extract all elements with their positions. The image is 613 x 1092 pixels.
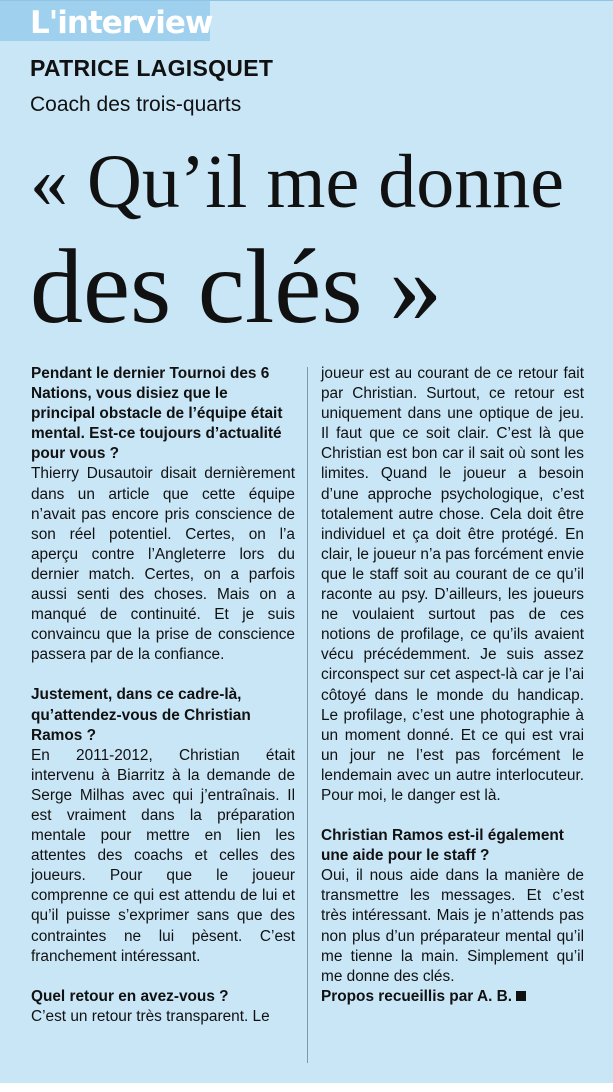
article-column-left bbox=[31, 364, 295, 1027]
signature: Propos recueillis par A. B. bbox=[321, 987, 513, 1005]
section-tab bbox=[0, 1, 213, 41]
interviewee-name: PATRICE LAGISQUET bbox=[30, 55, 274, 81]
interviewee-role: Coach des trois-quarts bbox=[30, 93, 242, 116]
answer-3-start: C’est un retour très transparent. Le bbox=[31, 1007, 270, 1025]
signature-line bbox=[321, 987, 584, 1007]
question-1: Pendant le dernier Tournoi des 6 Nations, vous disiez que le principal obstacle de l’équipe était mental. Est-ce toujours d’actualité pour vous ? bbox=[31, 365, 283, 463]
column-divider bbox=[307, 367, 308, 1063]
headline-quote-line-2: des clés » bbox=[30, 228, 443, 345]
answer-3-end: joueur est au courant de ce retour fait par Christian. Surtout, ce retour est uniquement dans une optique de jeu. Il faut que ce soit clair. C’est là que Christian est bon car il sait où sont les limites. Quand le joueur a besoin d’une approche psychologique, c’est totalement autre chose. Cela doit être individuel et ça doit être protégé. En clair, le joueur n’a pas forcément envie que le staff soit au courant de ce qu’il raconte au psy. D’ailleurs, les joueurs ne voulaient surtout pas de ces notions de profilage, ce qu’ils avaient vécu précédemment. Je suis assez circonspect sur cet aspect-là car je l’ai côtoyé dans le monde du handicap. Le profilage, c’est une photographie à un moment donné. Et ce qui est vrai un jour ne l’est pas forcément le lendemain avec un autre interlocuteur. Pour moi, le danger est là. bbox=[321, 365, 584, 804]
article-column-right bbox=[321, 364, 584, 1007]
answer-4: Oui, il nous aide dans la manière de transmettre les messages. Et c’est très intéressant. Mais je n’attends pas non plus d’un préparateur mental qu’il me tienne la main. Simplement qu’il me donne des clés. bbox=[321, 867, 584, 985]
question-3: Quel retour en avez-vous ? bbox=[31, 987, 229, 1005]
end-mark-icon bbox=[516, 991, 526, 1001]
headline-quote-line-1: « Qu’il me donne bbox=[30, 140, 565, 224]
answer-2: En 2011-2012, Christian était intervenu à Biarritz à la demande de Serge Milhas avec qui j’entraînais. Il est vraiment dans la préparation mentale pour mettre en lien les attentes des coachs et celles des joueurs. Pour que le joueur comprenne ce qui est attendu de lui et qu’il puisse s’exprimer sans que des contraintes ne lui pèsent. C’est franchement intéressant. bbox=[31, 746, 295, 965]
question-2: Justement, dans ce cadre-là, qu’attendez-vous de Christian Ramos ? bbox=[31, 686, 251, 744]
question-4: Christian Ramos est-il également une aide pour le staff ? bbox=[321, 827, 564, 865]
answer-1: Thierry Dusautoir disait dernièrement dans un article que cette équipe n’avait pas encore pris conscience de son réel potentiel. Certes, on l’a aperçu contre l’Angleterre lors du dernier match. Certes, on a parfois aussi senti des choses. Mais on a manqué de continuité. Et je suis convaincu que la prise de conscience passera par de la confiance. bbox=[31, 465, 295, 664]
section-kicker: L'interview bbox=[30, 5, 213, 35]
